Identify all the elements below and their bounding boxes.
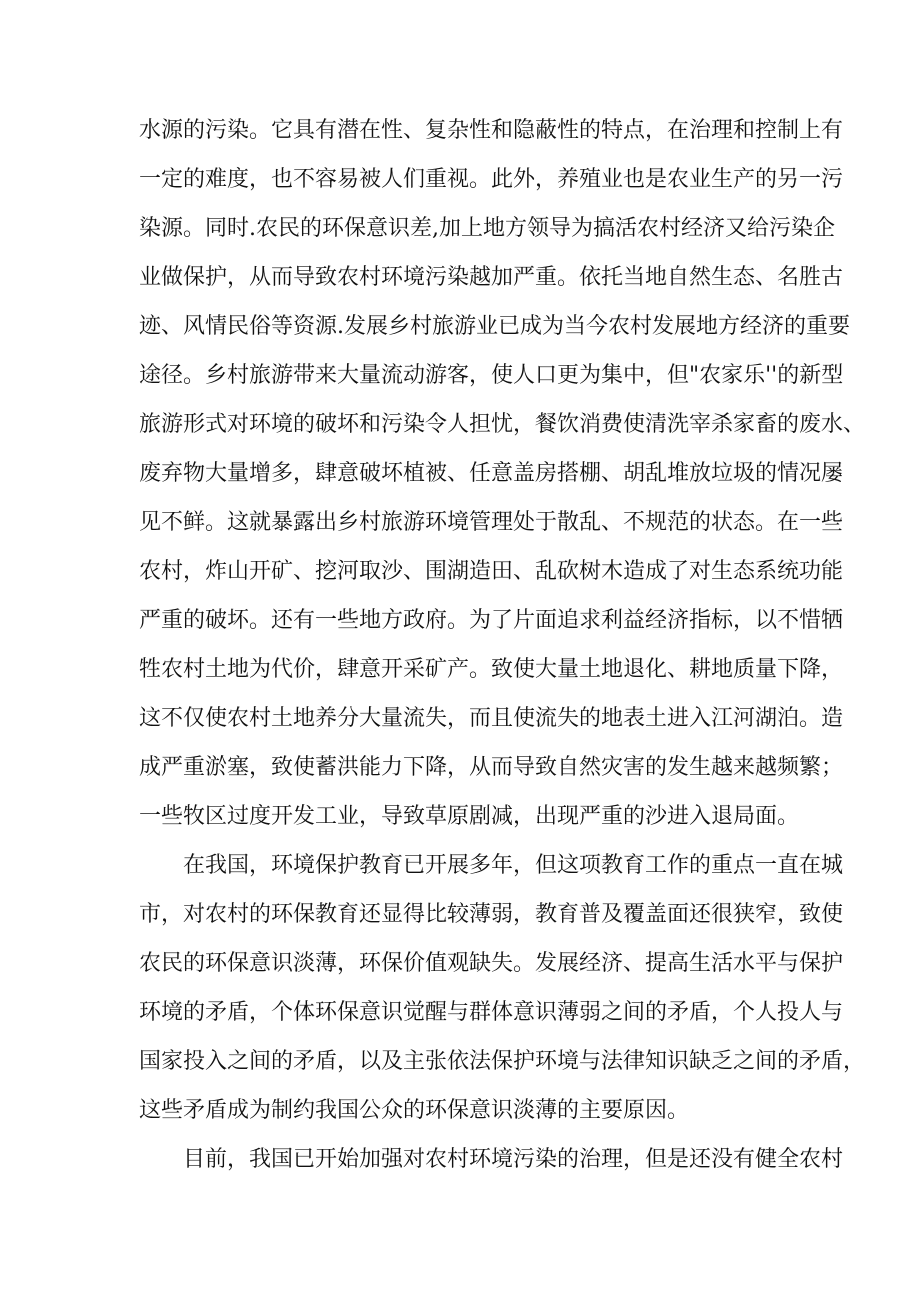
text-line: 旅游形式对环境的破坏和污染令人担忧，餐饮消费使清洗宰杀家畜的废水、 [139, 412, 866, 437]
text-line: 农村，炸山开矿、挖河取沙、围湖造田、乱砍树木造成了对生态系统功能 [139, 559, 844, 584]
text-line: 这不仅使农村土地养分大量流失，而且使流失的地表土进入江河湖泊。造 [139, 706, 844, 731]
paragraph-start-line: 目前，我国已开始加强对农村环境污染的治理，但是还没有健全农村 [183, 1147, 844, 1172]
text-line: 业做保护，从而导致农村环境污染越加严重。依托当地自然生态、名胜古 [139, 265, 844, 290]
text-line: 国家投入之间的矛盾，以及主张依法保护环境与法律知识缺乏之间的矛盾， [139, 1049, 866, 1074]
text-line: 农民的环保意识淡薄，环保价值观缺失。发展经济、提高生活水平与保护 [139, 951, 844, 976]
text-line: 一定的难度，也不容易被人们重视。此外，养殖业也是农业生产的另一污 [139, 167, 844, 192]
text-line: 环境的矛盾，个体环保意识觉醒与群体意识薄弱之间的矛盾，个人投人与 [139, 1000, 844, 1025]
paragraph-start-line: 在我国，环境保护教育已开展多年，但这项教育工作的重点一直在城 [183, 853, 844, 878]
text-line: 牲农村土地为代价，肆意开采矿产。致使大量土地退化、耕地质量下降， [139, 657, 844, 682]
text-line: 水源的污染。它具有潜在性、复杂性和隐蔽性的特点，在治理和控制上有 [139, 118, 844, 143]
text-line: 途径。乡村旅游带来大量流动游客，使人口更为集中，但"农家乐''的新型 [139, 363, 844, 388]
text-line: 一些牧区过度开发工业，导致草原剧减，出现严重的沙进入退局面。 [139, 804, 800, 829]
text-line: 迹、风情民俗等资源.发展乡村旅游业已成为当今农村发展地方经济的重要 [139, 314, 850, 339]
text-line: 市，对农村的环保教育还显得比较薄弱，教育普及覆盖面还很狭窄，致使 [139, 902, 844, 927]
text-line: 严重的破坏。还有一些地方政府。为了片面追求利益经济指标，以不惜牺 [139, 608, 844, 633]
text-line: 染源。同时.农民的环保意识差,加上地方领导为搞活农村经济又给污染企 [139, 216, 835, 241]
text-line: 这些矛盾成为制约我国公众的环保意识淡薄的主要原因。 [139, 1098, 690, 1123]
text-line: 废弃物大量增多，肆意破坏植被、任意盖房搭棚、胡乱堆放垃圾的情况屡 [139, 461, 844, 486]
text-line: 见不鲜。这就暴露出乡村旅游环境管理处于散乱、不规范的状态。在一些 [139, 510, 844, 535]
text-line: 成严重淤塞，致使蓄洪能力下降，从而导致自然灾害的发生越来越频繁； [139, 755, 844, 780]
